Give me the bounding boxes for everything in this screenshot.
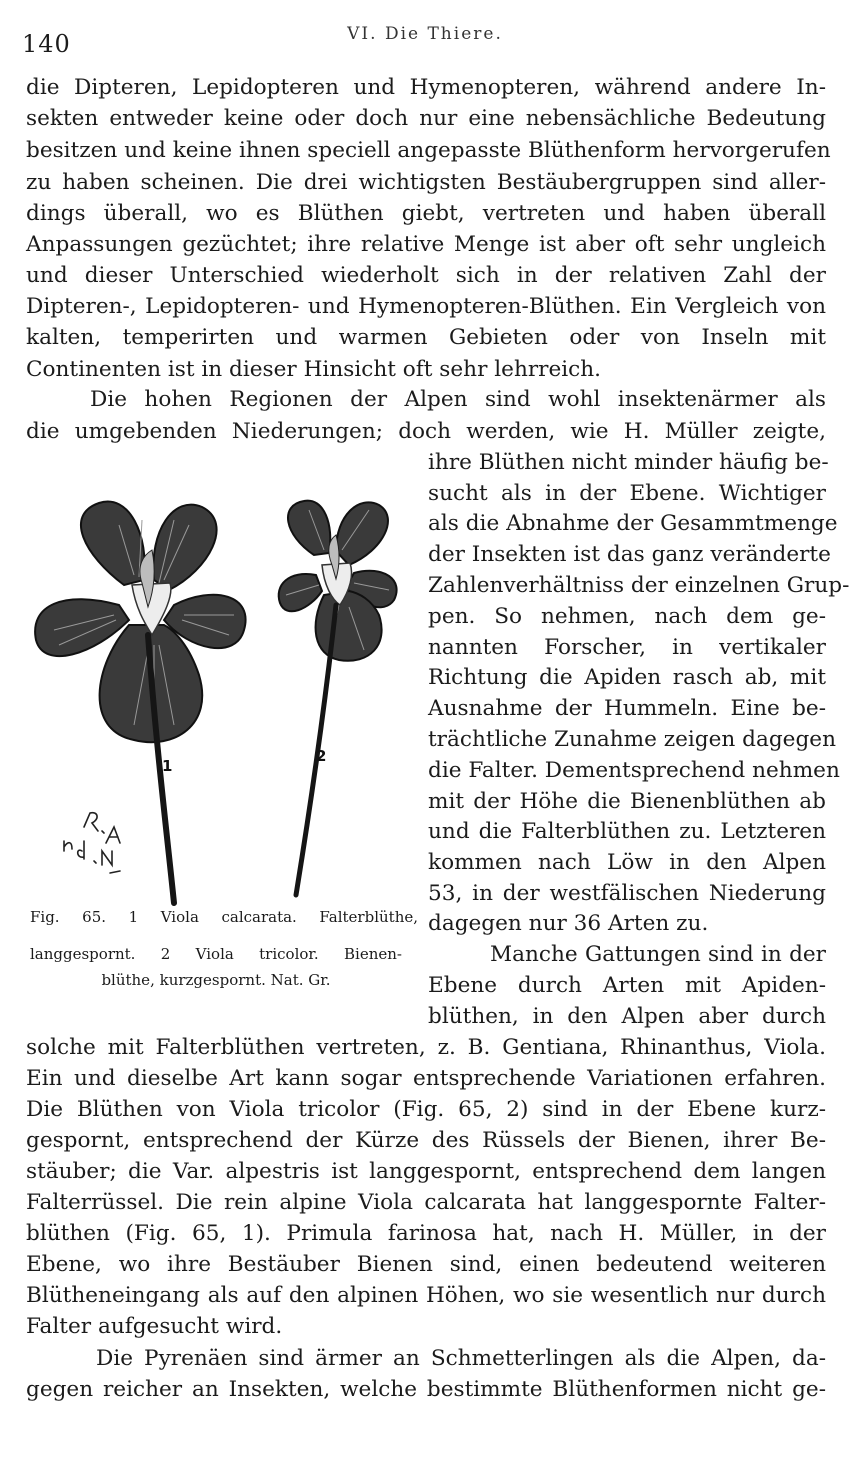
figure-viola bbox=[24, 495, 419, 915]
body-line: mit der Höhe die Bienenblüthen ab bbox=[428, 789, 826, 814]
body-line: Manche Gattungen sind in der bbox=[490, 942, 826, 967]
figure-caption-line: langgespornt. 2 Viola tricolor. Bienen- bbox=[30, 945, 402, 963]
body-line: Dipteren-, Lepidopteren- und Hymenopteren-Blüthen. Ein Vergleich von bbox=[26, 294, 826, 319]
body-line: die umgebenden Niederungen; doch werden, wie H. Müller zeigte, bbox=[26, 419, 826, 444]
body-line: solche mit Falterblüthen vertreten, z. B. Gentiana, Rhinanthus, Viola. bbox=[26, 1035, 826, 1060]
body-line: dagegen nur 36 Arten zu. bbox=[428, 911, 709, 936]
body-line: Ebene durch Arten mit Apiden- bbox=[428, 973, 826, 998]
body-line: stäuber; die Var. alpestris ist langgespornt, entsprechend dem langen bbox=[26, 1159, 826, 1184]
body-line: Die Blüthen von Viola tricolor (Fig. 65, 2) sind in der Ebene kurz- bbox=[26, 1097, 826, 1122]
body-line: besitzen und keine ihnen speciell angepasste Blüthenform hervorgerufen bbox=[26, 138, 831, 163]
body-line: und dieser Unterschied wiederholt sich in der relativen Zahl der bbox=[26, 263, 826, 288]
viola-illustration bbox=[24, 495, 419, 915]
figure-caption-line: blüthe, kurzgespornt. Nat. Gr. bbox=[101, 971, 331, 989]
body-line: Ein und dieselbe Art kann sogar entsprechende Variationen erfahren. bbox=[26, 1066, 826, 1091]
body-line: Ausnahme der Hummeln. Eine be- bbox=[428, 696, 826, 721]
figure-label-2: 2 bbox=[316, 747, 327, 765]
body-line: Falterrüssel. Die rein alpine Viola calcarata hat langgespornte Falter- bbox=[26, 1190, 826, 1215]
body-line: trächtliche Zunahme zeigen dagegen bbox=[428, 727, 836, 752]
body-line: blüthen, in den Alpen aber durch bbox=[428, 1004, 826, 1029]
body-line: kommen nach Löw in den Alpen bbox=[428, 850, 826, 875]
body-line: sucht als in der Ebene. Wichtiger bbox=[428, 481, 826, 506]
body-line: ihre Blüthen nicht minder häufig be- bbox=[428, 450, 829, 475]
flower-2 bbox=[279, 501, 397, 895]
body-line: Zahlenverhältniss der einzelnen Grup- bbox=[428, 573, 850, 598]
body-line: dings überall, wo es Blüthen giebt, vertreten und haben überall bbox=[26, 201, 826, 226]
body-line: Anpassungen gezüchtet; ihre relative Menge ist aber oft sehr ungleich bbox=[26, 232, 826, 257]
figure-label-1: 1 bbox=[162, 757, 173, 775]
body-line: Richtung die Apiden rasch ab, mit bbox=[428, 665, 826, 690]
body-line: und die Falterblüthen zu. Letzteren bbox=[428, 819, 826, 844]
body-line: blüthen (Fig. 65, 1). Primula farinosa hat, nach H. Müller, in der bbox=[26, 1221, 826, 1246]
body-line: gegen reicher an Insekten, welche bestimmte Blüthenformen nicht ge- bbox=[26, 1377, 826, 1402]
body-line: Falter aufgesucht wird. bbox=[26, 1314, 283, 1339]
body-line: als die Abnahme der Gesammtmenge bbox=[428, 511, 838, 536]
running-head: VI. Die Thiere. bbox=[347, 24, 503, 44]
body-line: Blütheneingang als auf den alpinen Höhen, wo sie wesentlich nur durch bbox=[26, 1283, 826, 1308]
figure-caption-line: Fig. 65. 1 Viola calcarata. Falterblüthe, bbox=[30, 908, 418, 926]
body-line: sekten entweder keine oder doch nur eine nebensächliche Bedeutung bbox=[26, 106, 826, 131]
body-line: der Insekten ist das ganz veränderte bbox=[428, 542, 831, 567]
body-line: 53, in der westfälischen Niederung bbox=[428, 881, 826, 906]
body-line: gespornt, entsprechend der Kürze des Rüssels der Bienen, ihrer Be- bbox=[26, 1128, 826, 1153]
body-line: Continenten ist in dieser Hinsicht oft sehr lehrreich. bbox=[26, 357, 602, 382]
body-line: pen. So nehmen, nach dem ge- bbox=[428, 604, 826, 629]
flower-1 bbox=[35, 502, 245, 903]
body-line: Die hohen Regionen der Alpen sind wohl insektenärmer als bbox=[90, 387, 826, 412]
body-line: zu haben scheinen. Die drei wichtigsten Bestäubergruppen sind aller- bbox=[26, 170, 826, 195]
body-line: die Dipteren, Lepidopteren und Hymenopteren, während andere In- bbox=[26, 75, 826, 100]
body-line: nannten Forscher, in vertikaler bbox=[428, 635, 826, 660]
page-number: 140 bbox=[22, 30, 71, 58]
body-line: Ebene, wo ihre Bestäuber Bienen sind, einen bedeutend weiteren bbox=[26, 1252, 826, 1277]
artist-signature bbox=[64, 813, 120, 873]
body-line: die Falter. Dementsprechend nehmen bbox=[428, 758, 840, 783]
body-line: Die Pyrenäen sind ärmer an Schmetterlingen als die Alpen, da- bbox=[96, 1346, 826, 1371]
body-line: kalten, temperirten und warmen Gebieten oder von Inseln mit bbox=[26, 325, 826, 350]
